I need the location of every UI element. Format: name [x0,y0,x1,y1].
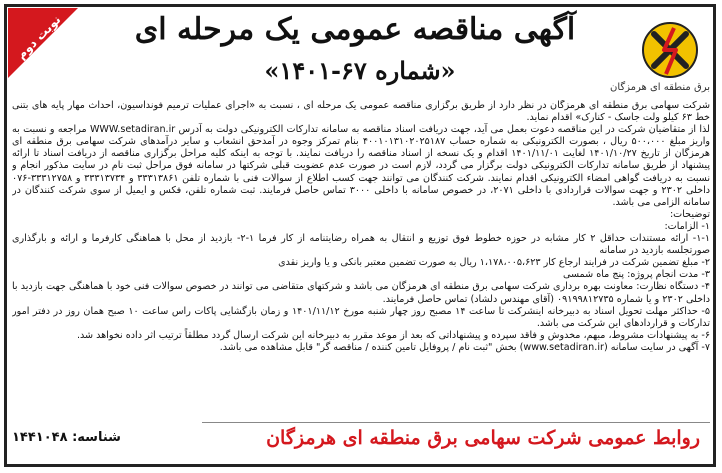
round-badge [8,8,78,78]
conditions-item: ۶- به پیشنهادات مشروط، مبهم، مخدوش و فاقد سپرده و پیشنهاداتی که بعد از موعد مقرر به دبیرخانه این شرکت ارسال گردد مطلقاً ترتیب اثر داده نخواهد شد. [76,329,710,341]
round-badge-label: نوبت دوم [14,12,64,62]
guarantee-item: ۲- مبلغ تضمین شرکت در فرایند ارجاع کار ۱،۱۷۸،۰۰۵،۶۲۳ ریال به صورت تضمین معتبر بانکی و یا واریز نقدی [278,257,710,269]
intro-paragraph: شرکت سهامی برق منطقه ای هرمزگان در نظر دارد از طریق برگزاری مناقصه عمومی یک مرحله ای ، نسبت به «اجرای عملیات ترمیم فونداسیون، احداث مهار پایه های بتنی خط ۶۳ کیلو ولت جاسک - کنارک» اقدام نماید. [12,100,710,124]
footer-id: شناسه: ۱۴۴۱۰۴۸ [12,430,121,445]
logo-caption: برق منطقه ای هرمزگان [609,82,710,93]
tender-number: «شماره ۶۷-۱۴۰۱» [264,56,456,85]
participation-paragraph: لذا از متقاضیان شرکت در این مناقصه دعوت بعمل می آید، جهت دریافت اسناد مناقصه به سامانه تدارکات الکترونیکی دولت به آدرس WWW.setadiran.ir مراجعه و نسبت به واریز مبلغ ۵۰۰،۰۰۰ ریال ، بصورت الکترونیکی به شماره حساب ۴۰۰۱۰۱۳۱۰۲۰۲۵۱۸۷ بنام تمرکز وجوه در آمدحق انشعاب و سایر درآمدهای شرکت سهامی برق منطقه ای هرمزگان از تاریخ ۱۴۰۱/۱۰/۲۷ لغایت ۱۴۰۱/۱۱/۰۱ اقدام و یک نسخه از اسناد مناقصه را دریافت نمایند. با توجه به اینکه کلیه مراحل برگزاری مناقصه از دریافت اسناد تا ارائه پیشنهاد از طریق سامانه تدارکات الکترونیکی دولت برگزار می گردد، لازم است در صورت عدم عضویت قبلی شرکتها در سامانه فوق مراحل ثبت نام در سایت مذکور انجام و نسبت به دریافت گواهی امضاء الکترونیکی اقدام نمایند. شرکت کنندگان می توانند جهت کسب اطلاع از سوالات فنی با شماره تلفن ۳۳۳۱۳۸۶۱ و ۳۳۳۱۳۷۳۴ و ۳۳۳۱۲۷۵۸-۰۷۶ داخلی ۲۳۰۲ و جهت سوالات قراردادی با داخلی ۲۰۷۱، در خصوص سامانه با داخلی ۳۰۰۰ تماس حاصل فرمایند. ثبت شماره تلفن، فکس و ایمیل از سوی شرکت کنندگان در سامانه الزامی می باشد. [12,124,710,208]
requirement-item: ۱-۱- ارائه مستندات حداقل ۲ کار مشابه در حوزه خطوط فوق توزیع و انتقال به همراه رضایتنامه از کار فرما ۱-۲- بازدید از محل با هماهنگی کارفرما و ارائه و بارگذاری صورتجلسه بازدید در سامانه [12,233,710,257]
company-logo-icon [624,16,710,88]
requirements-heading: ۱- الزامات: [664,220,710,232]
website-item: ۷- آگهی در سایت سامانه (www.setadiran.ir) بخش "ثبت نام / پروفایل تامین کننده / مناقصه گر" قابل مشاهده می باشد. [219,341,710,353]
duration-item: ۳- مدت انجام پروژه: پنج ماه شمسی [563,269,710,281]
footer-title: روابط عمومی شرکت سهامی برق منطقه ای هرمزگان [266,427,700,449]
footer [12,422,710,460]
deadline-item: ۵- حداکثر مهلت تحویل اسناد به دبیرخانه اینشرکت تا ساعت ۱۴ مصبح روز چهار شنبه مورخ ۱۴۰۱/۱۱/۱۲ و زمان بازگشایی پاکات راس ساعت ۱۰ صبح همان روز در دفتر امور تدارکات و قراردادهای این شرکت می باشد. [12,305,710,329]
footer-bar [202,422,710,459]
ad-title: آگهی مناقصه عمومی یک مرحله ای [134,12,576,47]
ad-body [12,100,710,418]
notes-heading: توضیحات: [669,208,710,220]
supervision-item: ۴- دستگاه نظارت: معاونت بهره برداری شرکت سهامی برق منطقه ای هرمزگان می باشد و شرکتهای متقاضی می توانند در خصوص سوالات فنی خود با هماهنگی جهت بازدید با داخلی ۲۳۰۲ و یا شماره ۰۹۱۹۹۸۱۲۷۳۵ (آقای مهندس دلشاد) تماس حاصل فرمایند. [12,281,710,305]
